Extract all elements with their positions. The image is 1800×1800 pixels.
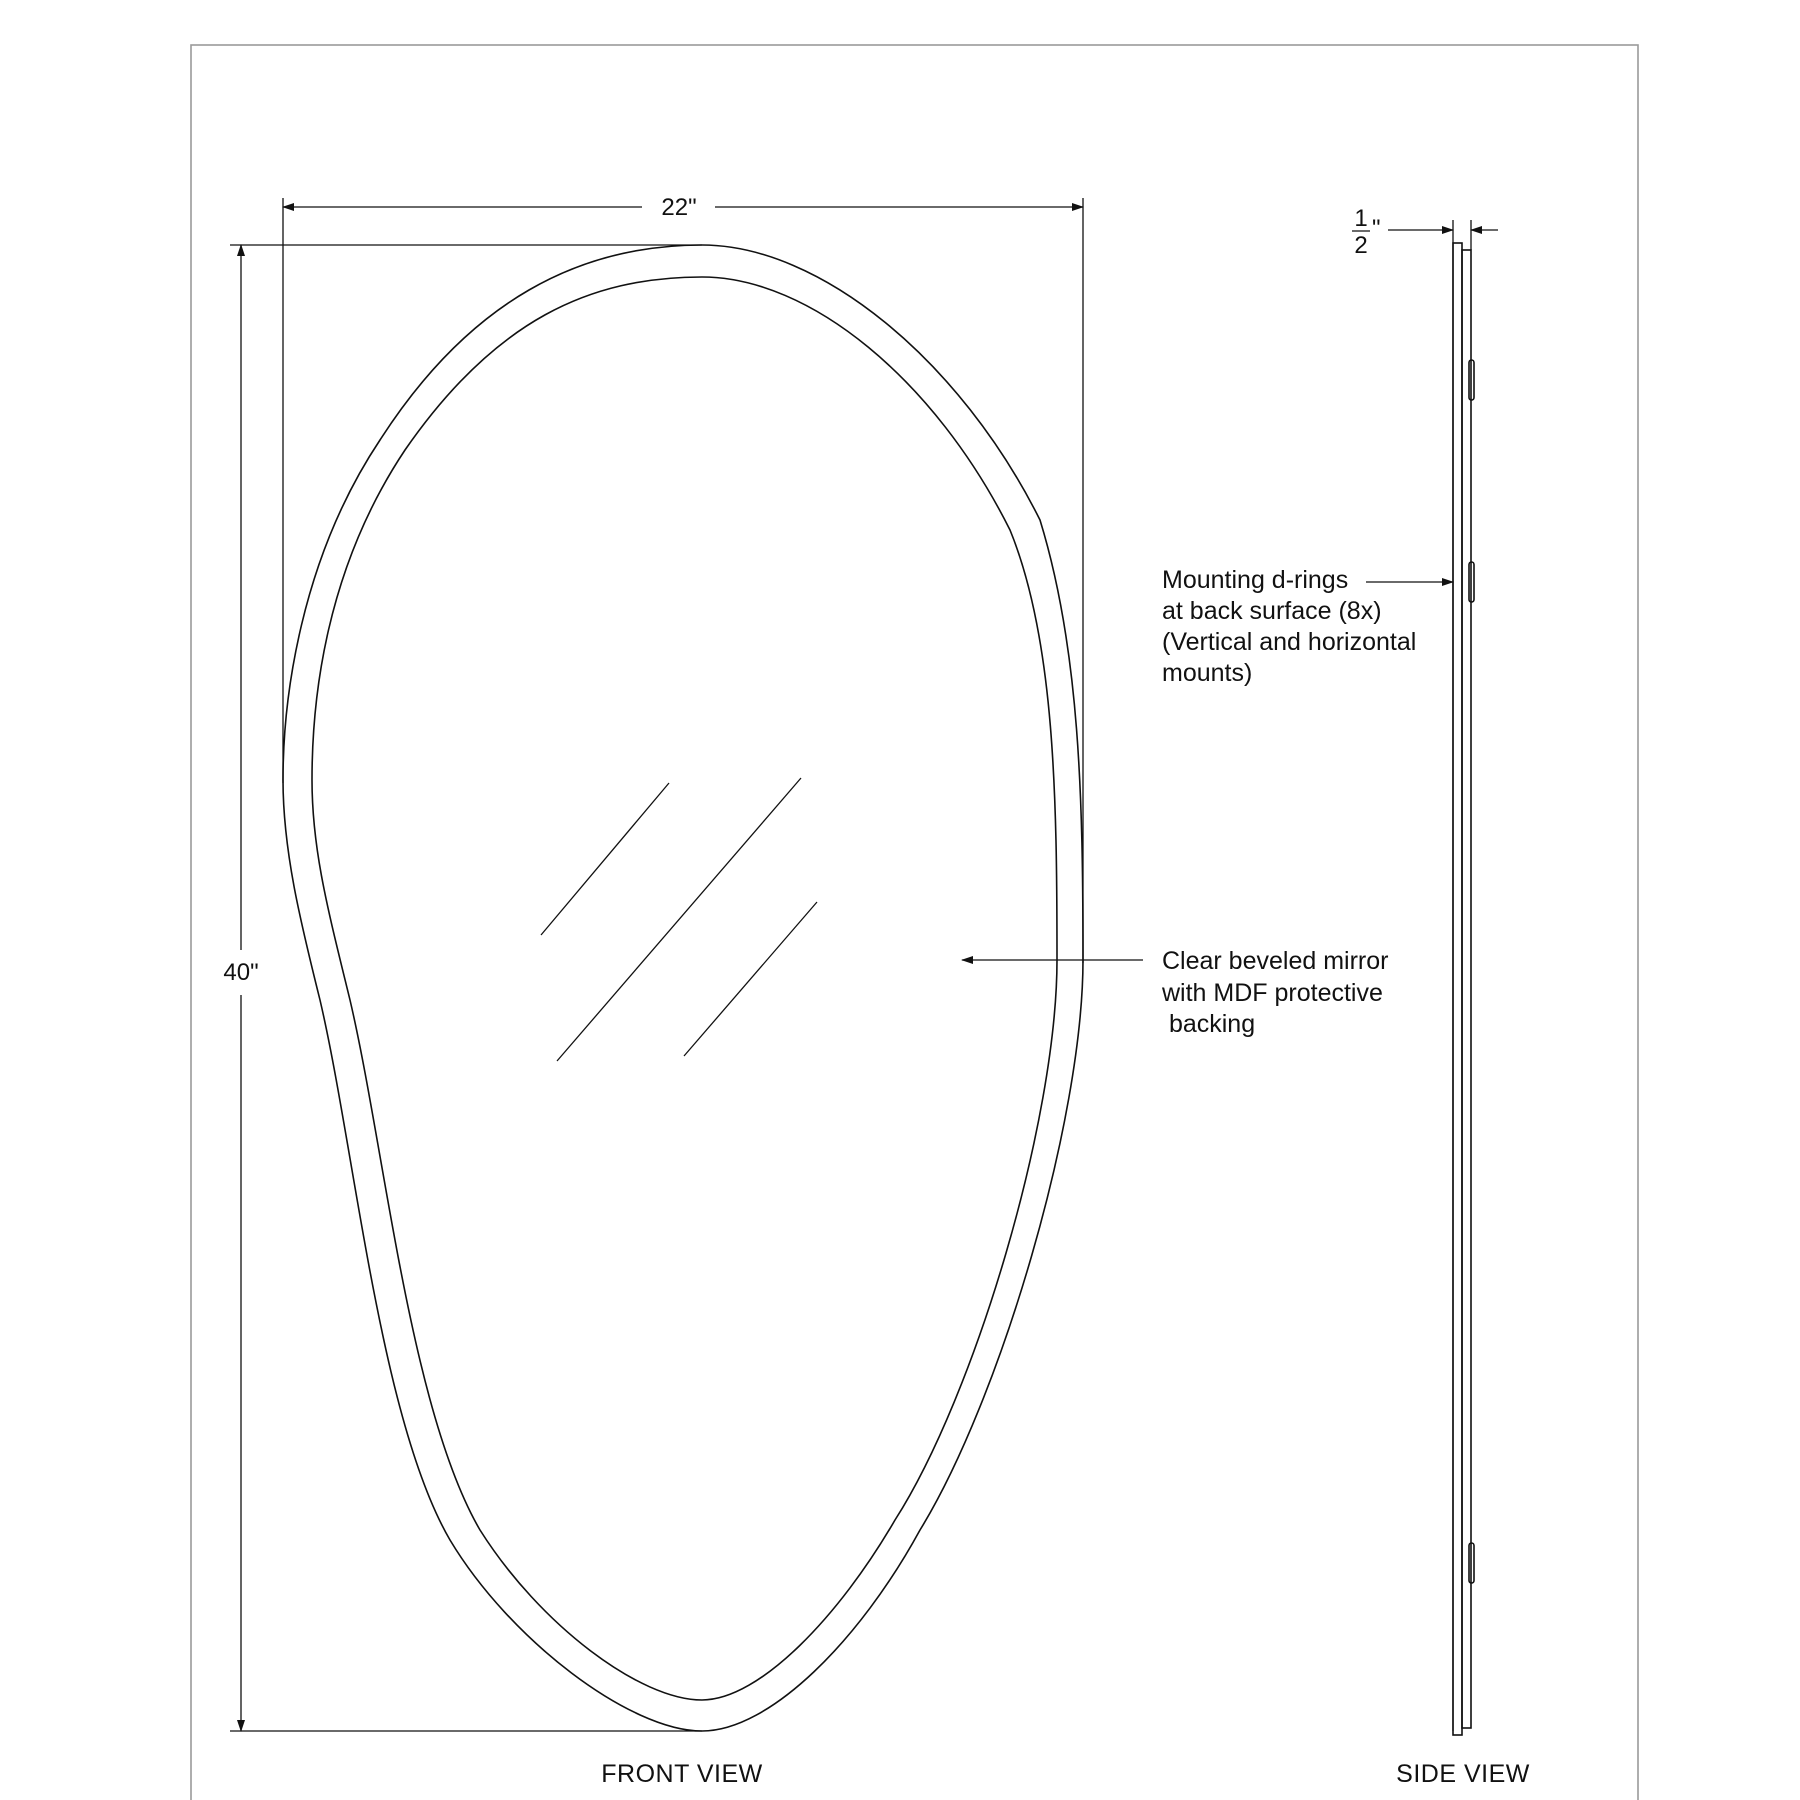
depth-inch-mark: "	[1372, 215, 1381, 242]
mirror-note-line-2: with MDF protective	[1162, 979, 1383, 1007]
mirror-note-line-3: backing	[1162, 1010, 1256, 1038]
depth-fraction-numerator: 1	[1354, 205, 1368, 232]
reflection-line-3	[684, 902, 817, 1056]
side-profile-glass	[1453, 243, 1462, 1735]
mounting-note-line-2: at back surface (8x)	[1162, 597, 1382, 625]
side-profile-backing	[1462, 250, 1471, 1728]
depth-fraction-denominator: 2	[1354, 232, 1368, 259]
mirror-outer-outline	[283, 245, 1083, 1731]
front-view	[223, 194, 1143, 1788]
front-view-title: FRONT VIEW	[601, 1760, 763, 1788]
mirror-note-line-1: Clear beveled mirror	[1162, 947, 1389, 975]
sheet-border	[191, 45, 1638, 1800]
reflection-line-1	[541, 783, 669, 935]
mounting-note-line-1: Mounting d-rings	[1162, 566, 1349, 594]
width-dimension-label: 22"	[661, 194, 697, 221]
side-view-title: SIDE VIEW	[1396, 1760, 1530, 1788]
mounting-note-line-3: (Vertical and horizontal	[1162, 628, 1417, 656]
mounting-note-line-4: mounts)	[1162, 659, 1253, 687]
mirror-note	[1161, 947, 1388, 1038]
mounting-note	[1162, 566, 1416, 687]
mirror-inner-bevel-outline	[312, 277, 1057, 1700]
reflection-line-2	[557, 778, 801, 1061]
height-dimension-label: 40"	[223, 959, 259, 986]
